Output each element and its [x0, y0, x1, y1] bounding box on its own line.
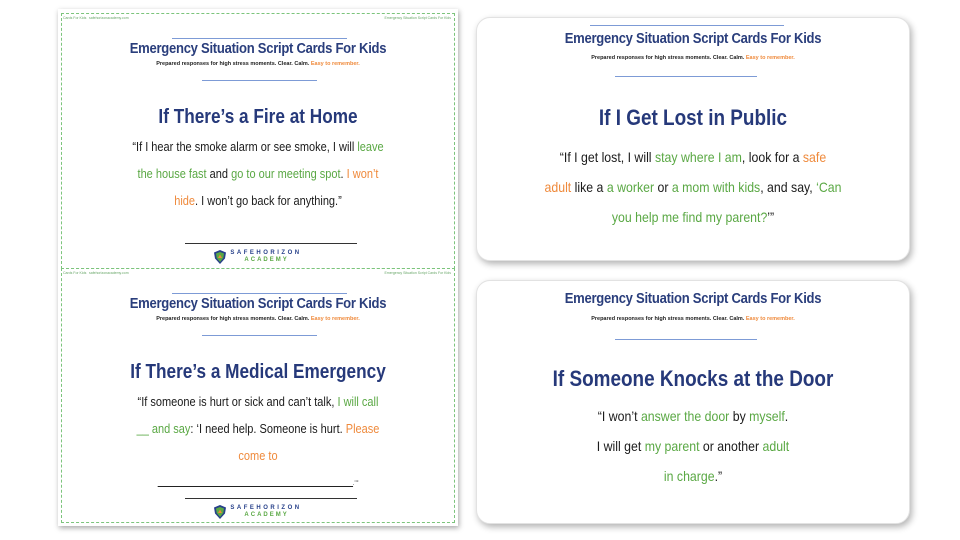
card-subtitle: Prepared responses for high stress moments. Clear. Calm. Easy to remember.: [591, 55, 795, 61]
card-body: “I won’t answer the door by myself. I will get my parent or another adult in charge.”: [596, 408, 790, 484]
card-medical: [61, 268, 455, 523]
card-title: Emergency Situation Script Cards For Kids: [129, 41, 387, 57]
card-heading: If I Get Lost in Public: [598, 105, 788, 130]
card-heading: If There’s a Fire at Home: [158, 106, 358, 128]
tiny-left-text: Cards For Kids: [63, 271, 87, 275]
card-lost: [476, 17, 910, 261]
brand-logo: SAFEHORIZON ACADEMY: [62, 250, 454, 266]
top-rule: [590, 25, 784, 26]
card-body: “If I get lost, I will stay where I am, look for a safe adult like a a worker or a mom with kids, and say, ‘Can you help me find my parent?’”: [544, 149, 842, 225]
tiny-url-text: safehorizonacademy.com: [89, 16, 129, 20]
card-title: Emergency Situation Script Cards For Kids: [564, 291, 822, 307]
card-subtitle: Prepared responses for high stress moments. Clear. Calm. Easy to remember.: [156, 316, 360, 322]
card-fire: [61, 13, 455, 269]
tiny-right-text: Emergency Situation Script Cards For Kids: [384, 271, 451, 275]
printable-sheet: [58, 9, 458, 526]
card-heading: If There’s a Medical Emergency: [130, 361, 386, 383]
card-body: “If I hear the smoke alarm or see smoke, I will leave the house fast and go to our meeting spot. I won’t hide. I won’t go back for anything.”: [132, 140, 384, 208]
blank-fill-line: [158, 478, 353, 487]
card-subtitle: Prepared responses for high stress moments. Clear. Calm. Easy to remember.: [591, 316, 795, 322]
tiny-right-text: Emergency Situation Script Cards For Kids: [384, 16, 451, 20]
bottom-rule: [185, 243, 357, 244]
brand-logo: SAFEHORIZON ACADEMY: [62, 505, 454, 521]
tiny-left-text: Cards For Kids: [63, 16, 87, 20]
card-heading: If Someone Knocks at the Door: [552, 366, 834, 391]
shield-logo-icon: [214, 505, 226, 519]
card-title: Emergency Situation Script Cards For Kids: [129, 296, 387, 312]
sub-rule: [202, 80, 317, 81]
bottom-rule: [185, 498, 357, 499]
card-title: Emergency Situation Script Cards For Kids: [564, 31, 822, 47]
card-subtitle: Prepared responses for high stress moments. Clear. Calm. Easy to remember.: [156, 61, 360, 67]
card-door: [476, 280, 910, 524]
sub-rule: [615, 339, 757, 340]
card-body: “If someone is hurt or sick and can’t talk, I will call __ and say: ‘I need help. Someone is hurt. Please come to .’’”: [136, 395, 380, 487]
sub-rule: [202, 335, 317, 336]
top-rule: [172, 38, 347, 39]
top-rule: [172, 293, 347, 294]
shield-logo-icon: [214, 250, 226, 264]
tiny-url-text: safehorizonacademy.com: [89, 271, 129, 275]
sub-rule: [615, 76, 757, 77]
